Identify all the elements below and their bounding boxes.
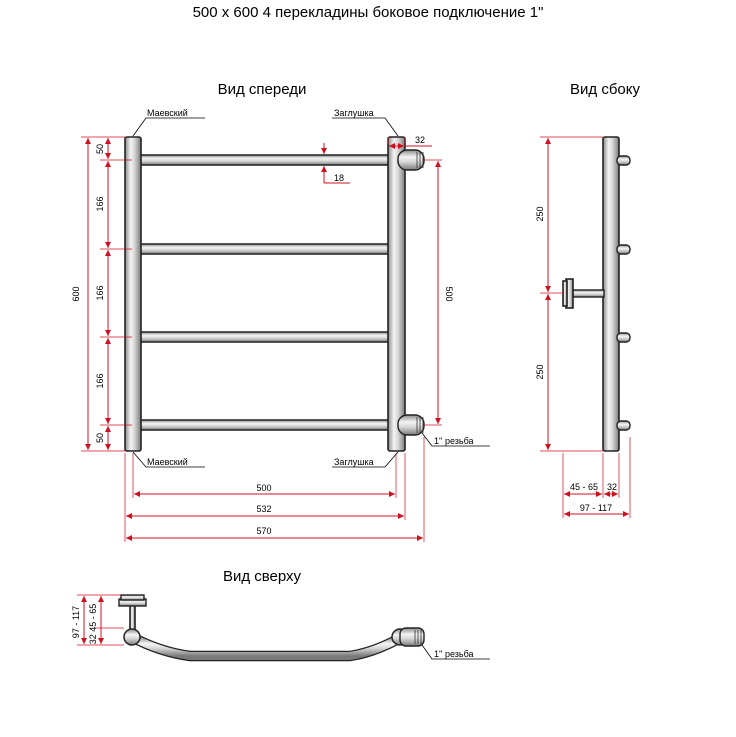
side-dim-total: 97 - 117 — [579, 503, 613, 513]
side-view-title: Вид сбоку — [570, 81, 640, 98]
dim-width-532: 532 — [256, 504, 272, 514]
side-dim-pipe: 32 — [606, 482, 618, 492]
top-bracket-arm — [130, 605, 135, 632]
dim-width-570: 570 — [256, 526, 272, 536]
dim-rail-diameter: 18 — [334, 173, 345, 183]
front-view — [71, 108, 490, 542]
dim-spacing-2: 166 — [95, 285, 105, 301]
top-left-pipe — [124, 629, 140, 645]
dim-center-distance: 500 — [444, 286, 454, 302]
page-title: 500 х 600 4 перекладины боковое подключение 1" — [192, 4, 544, 21]
top-connector — [400, 628, 424, 646]
dim-total-height: 600 — [71, 286, 81, 302]
left-pipe — [125, 137, 141, 451]
maevsky-top-label: Маевский — [147, 108, 188, 118]
top-view — [71, 595, 490, 659]
side-bracket-arm — [573, 290, 604, 297]
rail-3 — [132, 332, 393, 342]
side-dim-lower: 250 — [535, 364, 545, 380]
top-dim-outer: 97 - 117 — [71, 605, 81, 639]
plug-bottom-label: Заглушка — [334, 457, 374, 467]
front-view-title: Вид спереди — [217, 81, 307, 98]
maevsky-bottom-label: Маевский — [147, 457, 188, 467]
thread-front-label: 1'' резьба — [434, 436, 474, 446]
top-rail — [132, 637, 400, 656]
side-pipe — [603, 137, 619, 451]
top-bracket-flange — [121, 595, 144, 600]
side-dim-offset: 45 - 65 — [569, 482, 599, 492]
side-bracket-flange — [563, 281, 567, 306]
top-dim-inner: 32 45 - 65 — [88, 603, 98, 645]
right-pipe — [388, 137, 405, 451]
dim-spacing-3: 166 — [95, 373, 105, 389]
dim-top-offset: 50 — [95, 143, 105, 155]
side-dim-upper: 250 — [535, 206, 545, 222]
side-rail-1 — [617, 156, 630, 165]
dim-spacing-1: 166 — [95, 196, 105, 212]
plug-top-leader — [332, 118, 398, 136]
maevsky-top-leader — [133, 118, 205, 136]
side-rail-4 — [617, 421, 630, 430]
thread-top-label: 1'' резьба — [434, 649, 474, 659]
side-view — [535, 137, 630, 518]
top-view-title: Вид сверху — [222, 568, 302, 585]
rail-4 — [132, 420, 393, 430]
rail-1 — [132, 155, 393, 165]
rail-2 — [132, 244, 393, 254]
side-rail-3 — [617, 333, 630, 342]
dim-bottom-offset: 50 — [95, 432, 105, 444]
plug-top-label: Заглушка — [334, 108, 374, 118]
side-rail-2 — [617, 245, 630, 254]
dim-pipe-diameter: 32 — [414, 135, 426, 145]
dim-width-500: 500 — [256, 483, 272, 493]
